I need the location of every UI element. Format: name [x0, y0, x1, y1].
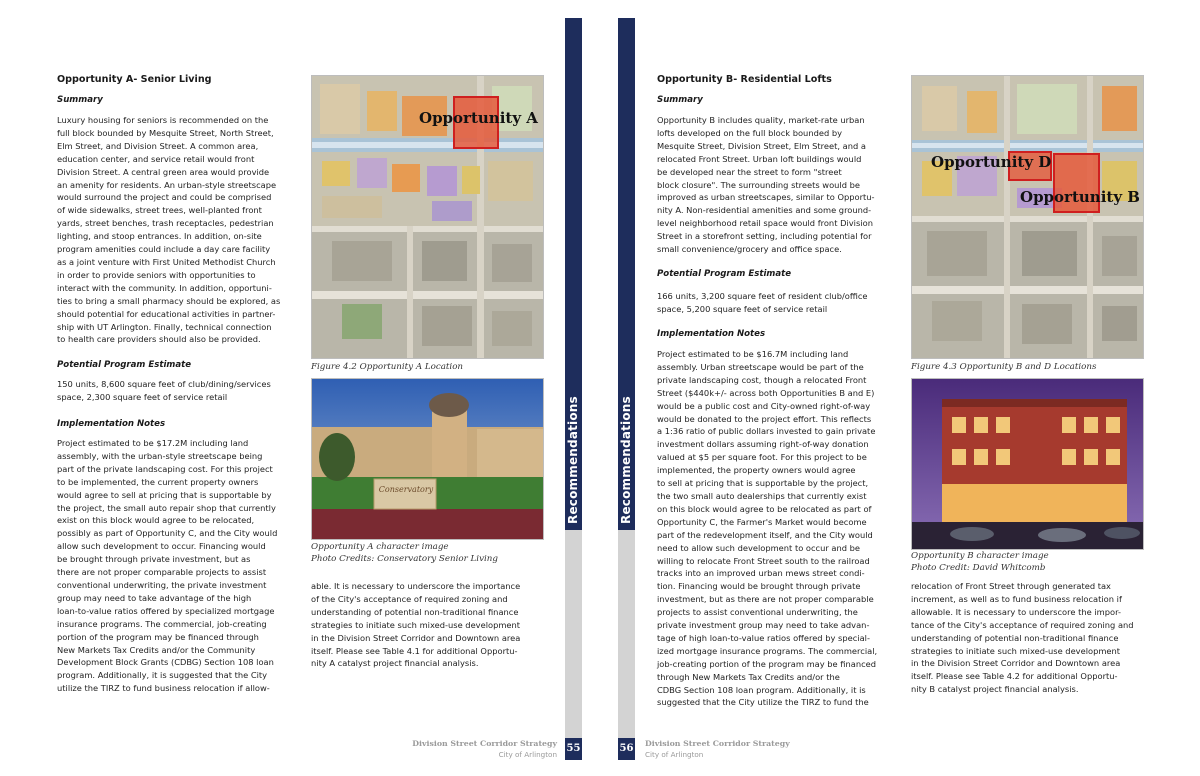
figure-caption: Figure 4.2 Opportunity A Location [311, 362, 464, 372]
page-number: 56 [619, 743, 634, 754]
page-heading: Opportunity B- Residential Lofts [657, 74, 832, 85]
opportunity-a-photo [311, 378, 544, 540]
implementation-label: Implementation Notes [657, 329, 766, 339]
implementation-text-continued: relocation of Front Street through generated tax increment, as well as to fund business relocation if allowable. It is necessary to underscore the impor- tance of the City's acceptance of required zoning and understanding of potential non-traditional finance strategies to initiate such mixed-use development in the Division Street Corridor and Downtown area itself. Please see Table 4.2 for additional Opportu- nity B catalyst project financial analysis. [911, 581, 1134, 695]
program-text: 150 units, 8,600 square feet of club/dining/services space, 2,300 square feet of service retail [57, 379, 271, 402]
residential-lofts-photo [912, 379, 1143, 549]
summary-text: Opportunity B includes quality, market-rate urban lofts developed on the full block bounded by Mesquite Street, Division Street, Elm Street, and a relocated Front Street. Urban loft buildings would be developed near the street to form "street block closure". The surrounding streets would be improved as urban streetscapes, similar to Opportu- nity A. Non-residential amenities and some ground- level neighborhood retail space would front Division Street in a storefront setting, including potential for small convenience/grocery and office space. [657, 115, 875, 255]
figure-caption: Figure 4.3 Opportunity B and D Locations [911, 362, 1097, 372]
section-side-label: Recommendations [619, 396, 633, 524]
footer-subtitle: City of Arlington [645, 750, 704, 759]
summary-label: Summary [57, 95, 103, 105]
implementation-label: Implementation Notes [57, 419, 166, 429]
page-number-box-left [565, 738, 582, 760]
page-number: 55 [566, 743, 581, 754]
opportunity-bd-map [911, 75, 1144, 359]
page-heading: Opportunity A- Senior Living [57, 74, 212, 85]
map-label-opportunity-d: Opportunity D [931, 153, 1052, 171]
footer-subtitle: City of Arlington [498, 750, 557, 759]
footer-title: Division Street Corridor Strategy [645, 739, 790, 748]
photo-sign-text: Conservatory [378, 485, 434, 494]
program-label: Potential Program Estimate [657, 269, 792, 279]
program-label: Potential Program Estimate [57, 360, 192, 370]
section-side-label: Recommendations [566, 396, 580, 524]
implementation-text: Project estimated to be $16.7M including land assembly. Urban streetscape would be part of the private landscaping cost, though a relocated Front Street ($440k+/- across both Opportunities B and E) would be a public cost and City-owned right-of-way would be donated to the project effort. This reflects a 1:36 ratio of public dollars invested to gain private investment dollars assuming right-of-way donation valued at $5 per square foot. For this project to be implemented, the property owners would agree to sell at pricing that is supportable by the project, the two small auto dealerships that currently exist on this block would agree to be relocated as part of Opportunity C, the Farmer's Market would become part of the redevelopment itself, and the City would need to allow such development to occur and be willing to relocate Front Street south to the railroad tracks into an improved urban mews street condi- tion. Financing would be brought through private investment, but as there are not proper comparable projects to assist conventional underwriting, the private investment group may need to take advan- tage of high loan-to-value ratios offered by special- ized mortgage insurance programs. The commercial, job-creating portion of the program may be financed through New Markets Tax Credits and/or the CDBG Section 108 loan program. Additionally, it is suggested that the City utilize the TIRZ to fund the [657, 349, 878, 708]
summary-text: Luxury housing for seniors is recommended on the full block bounded by Mesquite Street, North Street, Elm Street, and Division Street. A common area, education center, and service retail would front Division Street. A central green area would provide an amenity for residents. An urban-style streetscape would surround the project and could be comprised of wide sidewalks, street trees, well-planted front yards, street benches, trash receptacles, pedestrian lighting, and stoop entrances. In addition, on-site program amenities could include a day care facility as a joint venture with First United Methodist Church in order to provide seniors with opportunities to interact with the community. In addition, opportuni- ties to bring a small pharmacy should be explored, as should potential for educational activities in partner- ship with UT Arlington. Finally, technical connection to health care providers should also be provided. [57, 115, 281, 345]
senior-living-photo [312, 379, 543, 539]
summary-label: Summary [657, 95, 703, 105]
footer-title: Division Street Corridor Strategy [412, 739, 557, 748]
opportunity-b-photo [911, 378, 1144, 550]
map-label-opportunity-b: Opportunity B [1020, 188, 1140, 206]
photo-caption: Opportunity A character image Photo Credits: Conservatory Senior Living [311, 542, 498, 564]
program-text: 166 units, 3,200 square feet of resident club/office space, 5,200 square feet of service retail [657, 291, 868, 314]
sidebar-grey-left [565, 530, 582, 738]
map-label-opportunity-a: Opportunity A [419, 109, 538, 127]
page-number-box-right [618, 738, 635, 760]
sidebar-grey-right [618, 530, 635, 738]
aerial-map-illustration [912, 76, 1143, 358]
photo-caption: Opportunity B character image Photo Credit: David Whitcomb [911, 551, 1049, 573]
implementation-text: Project estimated to be $17.2M including land assembly, with the urban-style streetscape being part of the private landscaping cost. For this project to be implemented, the current property owners would agree to sell at pricing that is supportable by the project, the small auto repair shop that currently exist on this block would agree to be relocated, possibly as part of Opportunity C, and the City would allow such development to occur. Financing would be brought through private investment, but as there are not proper comparable projects to assist conventional underwriting, the private investment group may need to take advantage of the high loan-to-value ratios offered by specialized mortgage insurance programs. The commercial, job-creating portion of the program may be financed through New Markets Tax Credits and/or the Community Development Block Grants (CDBG) Section 108 loan program. Additionally, it is suggested that the City utilize the TIRZ to fund business relocation if allow- [57, 438, 278, 694]
implementation-text-continued: able. It is necessary to underscore the importance of the City's acceptance of required zoning and understanding of potential non-traditional finance strategies to initiate such mixed-use development in the Division Street Corridor and Downtown area itself. Please see Table 4.1 for additional Opportu- nity A catalyst project financial analysis. [311, 581, 521, 669]
opportunity-a-map [311, 75, 544, 359]
